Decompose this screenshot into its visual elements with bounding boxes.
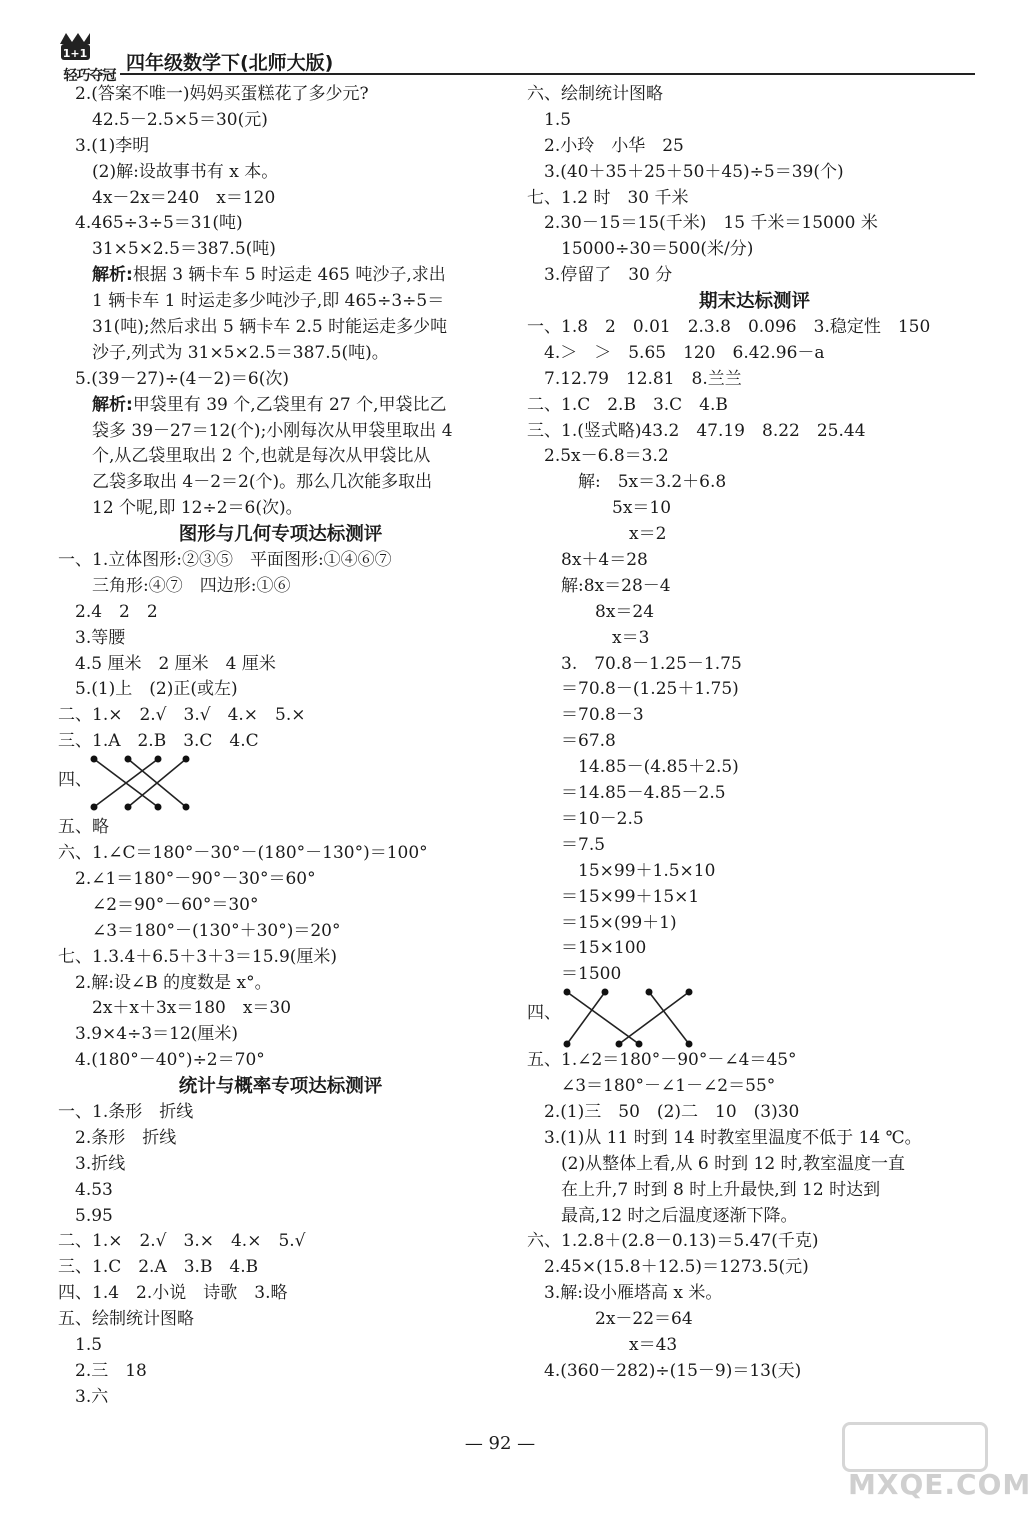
answer-line: ＝10－2.5	[561, 808, 644, 829]
answer-line: 最高,12 时之后温度逐渐下降。	[561, 1205, 798, 1226]
answer-line: 31(吨);然后求出 5 辆卡车 2.5 时能运走多少吨	[92, 317, 448, 338]
answer-line: 2.∠1＝180°－90°－30°＝60°	[75, 868, 316, 889]
section-heading: 统计与概率专项达标测评	[178, 1076, 383, 1098]
analysis-label: 解析:	[92, 265, 133, 286]
watermark-text: MXQE.COM	[848, 1468, 1031, 1501]
answer-line: x＝2	[629, 524, 667, 545]
section-heading: 期末达标测评	[698, 291, 810, 313]
answer-line: 2.45×(15.8＋12.5)＝1273.5(元)	[544, 1257, 809, 1278]
analysis-text: 甲袋里有 39 个,乙袋里有 27 个,甲袋比乙	[132, 394, 447, 415]
answer-line: ＝1500	[561, 964, 622, 985]
answer-line: 二、1.× 2.√ 3.√ 4.× 5.×	[58, 705, 306, 726]
answer-line: 3.9×4÷3＝12(厘米)	[75, 1024, 239, 1045]
svg-text:1+1: 1+1	[62, 47, 88, 60]
match-dot	[686, 1041, 693, 1048]
answer-line: ∠3＝180°－∠1－∠2＝55°	[561, 1076, 776, 1097]
answer-line: 2.小玲 小华 25	[544, 135, 684, 156]
answer-line: 15000÷30＝500(米/分)	[561, 239, 754, 260]
answer-line: 7.12.79 12.81 8.兰兰	[544, 368, 742, 389]
answer-line: ＝70.8－3	[561, 705, 644, 726]
answer-line: 4.＞ ＞ 5.65 120 6.42.96－a	[544, 342, 825, 363]
match-dot	[91, 756, 98, 763]
answer-line: 五、1.∠2＝180°－90°－∠4＝45°	[527, 1050, 797, 1071]
answer-line: 沙子,列式为 31×5×2.5＝387.5(吨)。	[92, 342, 389, 363]
answer-line: 4.(180°－40°)÷2＝70°	[75, 1050, 265, 1071]
answer-line: 一、1.条形 折线	[58, 1101, 194, 1122]
answer-line: 5.(1)上 (2)正(或左)	[75, 679, 238, 700]
answer-line: x＝43	[629, 1334, 678, 1355]
answer-line: 42.5－2.5×5＝30(元)	[92, 109, 268, 130]
page-header	[40, 30, 975, 82]
answer-line: 2x＋x＋3x＝180 x＝30	[92, 998, 292, 1019]
match-dot	[183, 756, 190, 763]
match-dot	[602, 989, 609, 996]
answer-line: 4.(360－282)÷(15－9)＝13(天)	[544, 1360, 802, 1381]
answer-line: 2.(1)三 50 (2)二 10 (3)30	[544, 1101, 800, 1122]
answer-line: 四、1.4 2.小说 诗歌 3.略	[58, 1283, 288, 1304]
left-column	[58, 82, 503, 1411]
analysis-text: 根据 3 辆卡车 5 时运走 465 吨沙子,求出	[132, 265, 446, 286]
answer-line: 4.5 厘米 2 厘米 4 厘米	[75, 653, 276, 674]
answer-line: 5x＝10	[612, 498, 672, 519]
answer-line: 1.5	[75, 1334, 103, 1355]
answer-line: 七、1.3.4＋6.5＋3＋3＝15.9(厘米)	[58, 946, 338, 967]
answer-line: 4.53	[75, 1179, 113, 1200]
match-dot	[91, 804, 98, 811]
answer-line: 2.(答案不唯一)妈妈买蛋糕花了多少元?	[75, 84, 369, 104]
answer-line: x＝3	[612, 627, 650, 648]
answer-line: 在上升,7 时到 8 时上升最快,到 12 时达到	[561, 1179, 881, 1200]
answer-line: 袋多 39－27＝12(个);小刚每次从甲袋里取出 4	[92, 420, 453, 441]
answer-line: ＝67.8	[561, 731, 616, 752]
answer-line: 1 辆卡车 1 时运走多少吨沙子,即 465÷3÷5＝	[92, 291, 445, 312]
answer-line: ＝15×(99＋1)	[561, 912, 677, 933]
answer-line: 8x＋4＝28	[561, 550, 648, 571]
logo-text: 轻巧夺冠	[63, 68, 116, 84]
answer-line: ＝70.8－(1.25＋1.75)	[561, 679, 739, 700]
answer-line: 二、1.C 2.B 3.C 4.B	[527, 394, 728, 415]
answer-line: 14.85－(4.85＋2.5)	[578, 757, 739, 778]
answer-line: 个,从乙袋里取出 2 个,也就是每次从甲袋比从	[92, 446, 431, 467]
answer-line: 2.条形 折线	[75, 1127, 177, 1148]
answer-line: 4x－2x＝240 x＝120	[92, 187, 276, 208]
match-dot	[183, 804, 190, 811]
answer-line: 3.(40＋35＋25＋50＋45)÷5＝39(个)	[544, 161, 844, 182]
match-dot	[636, 1041, 643, 1048]
answer-line	[58, 263, 503, 289]
answer-line: 解: 5x＝3.2＋6.8	[578, 472, 727, 493]
answer-line: 3.六	[75, 1386, 109, 1407]
match-line	[567, 992, 605, 1044]
question-label: 四、	[58, 770, 92, 791]
answer-line: 三角形:④⑦ 四边形:①⑥	[92, 575, 291, 596]
answer-line: 8x＝24	[595, 601, 655, 622]
answer-line: 3. 70.8－1.25－1.75	[561, 653, 742, 674]
match-dot	[155, 756, 162, 763]
match-dot	[564, 989, 571, 996]
right-column	[527, 82, 982, 1385]
match-dot	[125, 756, 132, 763]
match-dot	[686, 989, 693, 996]
answer-line: 六、1.∠C＝180°－30°－(180°－130°)＝100°	[58, 843, 428, 864]
answer-line: 乙袋多取出 4－2＝2(个)。那么几次能多取出	[92, 472, 433, 493]
answer-line: ＝7.5	[561, 834, 606, 855]
answer-line: 31×5×2.5＝387.5(吨)	[92, 239, 276, 260]
answer-line	[58, 393, 503, 419]
answer-line: 2.5x－6.8＝3.2	[544, 446, 669, 467]
watermark-logo	[830, 1420, 1031, 1510]
section-heading: 图形与几何专项达标测评	[178, 524, 383, 546]
answer-line: 3.(1)从 11 时到 14 时教室里温度不低于 14 ℃。	[544, 1127, 922, 1148]
match-dot	[155, 804, 162, 811]
answer-line: 2.三 18	[75, 1360, 147, 1381]
answer-line: 3.解:设小雁塔高 x 米。	[544, 1283, 723, 1304]
answer-line: 15×99＋1.5×10	[578, 860, 716, 881]
answer-line: ＝15×99＋15×1	[561, 886, 700, 907]
answer-line: ∠2＝90°－60°＝30°	[92, 894, 259, 915]
answer-line: 2x－22＝64	[595, 1309, 693, 1330]
match-dot	[616, 1041, 623, 1048]
answer-line: 2.4 2 2	[75, 601, 158, 622]
match-dot	[125, 804, 132, 811]
answer-line: 五、绘制统计图略	[58, 1309, 194, 1330]
question-label: 四、	[527, 1003, 561, 1024]
answer-line: 七、1.2 时 30 千米	[527, 187, 689, 208]
answer-line: 六、绘制统计图略	[527, 84, 663, 104]
answer-line: 3.(1)李明	[75, 135, 150, 156]
header-rule	[120, 73, 975, 75]
match-dot	[646, 989, 653, 996]
answer-line: 二、1.× 2.√ 3.× 4.× 5.√	[58, 1231, 306, 1252]
answer-line: 3.停留了 30 分	[544, 265, 673, 286]
matching-lines	[527, 988, 727, 1048]
match-dot	[564, 1041, 571, 1048]
answer-line: 六、1.2.8＋(2.8－0.13)＝5.47(千克)	[527, 1231, 819, 1252]
book-title: 四年级数学下(北师大版)	[126, 52, 334, 74]
answer-line: ＝14.85－4.85－2.5	[561, 783, 726, 804]
answer-line: 4.465÷3÷5＝31(吨)	[75, 213, 243, 234]
brand-logo-icon	[52, 30, 116, 84]
answer-line: 2.解:设∠B 的度数是 x°。	[75, 972, 272, 993]
answer-line: 五、略	[58, 817, 109, 838]
answer-line: 1.5	[544, 109, 572, 130]
answer-line: 一、1.8 2 0.01 2.3.8 0.096 3.稳定性 150	[527, 317, 931, 338]
answer-line: 5.95	[75, 1205, 113, 1226]
answer-line: 解:8x＝28－4	[561, 575, 671, 596]
matching-diagram	[527, 988, 982, 1048]
answer-line: 三、1.A 2.B 3.C 4.C	[58, 731, 259, 752]
answer-line: 三、1.C 2.A 3.B 4.B	[58, 1257, 259, 1278]
matching-diagram	[58, 755, 503, 815]
answer-line: 一、1.立体图形:②③⑤ 平面图形:①④⑥⑦	[58, 550, 392, 571]
answer-line: 3.等腰	[75, 627, 126, 648]
answer-line: ∠3＝180°－(130°＋30°)＝20°	[92, 920, 341, 941]
answer-line: 三、1.(竖式略)43.2 47.19 8.22 25.44	[527, 420, 866, 441]
answer-line: (2)解:设故事书有 x 本。	[92, 161, 279, 182]
answer-line: 2.30－15＝15(千米) 15 千米＝15000 米	[544, 213, 878, 234]
answer-line: (2)从整体上看,从 6 时到 12 时,教室温度一直	[561, 1153, 905, 1174]
answer-line: 3.折线	[75, 1153, 126, 1174]
answer-line: ＝15×100	[561, 938, 647, 959]
matching-lines	[58, 755, 258, 815]
answer-line: 12 个呢,即 12÷2＝6(次)。	[92, 498, 303, 519]
watermark-box-icon	[842, 1422, 988, 1472]
page-number: — 92 —	[464, 1433, 536, 1454]
answer-line: 5.(39－27)÷(4－2)＝6(次)	[75, 368, 289, 389]
analysis-label: 解析:	[92, 394, 133, 415]
